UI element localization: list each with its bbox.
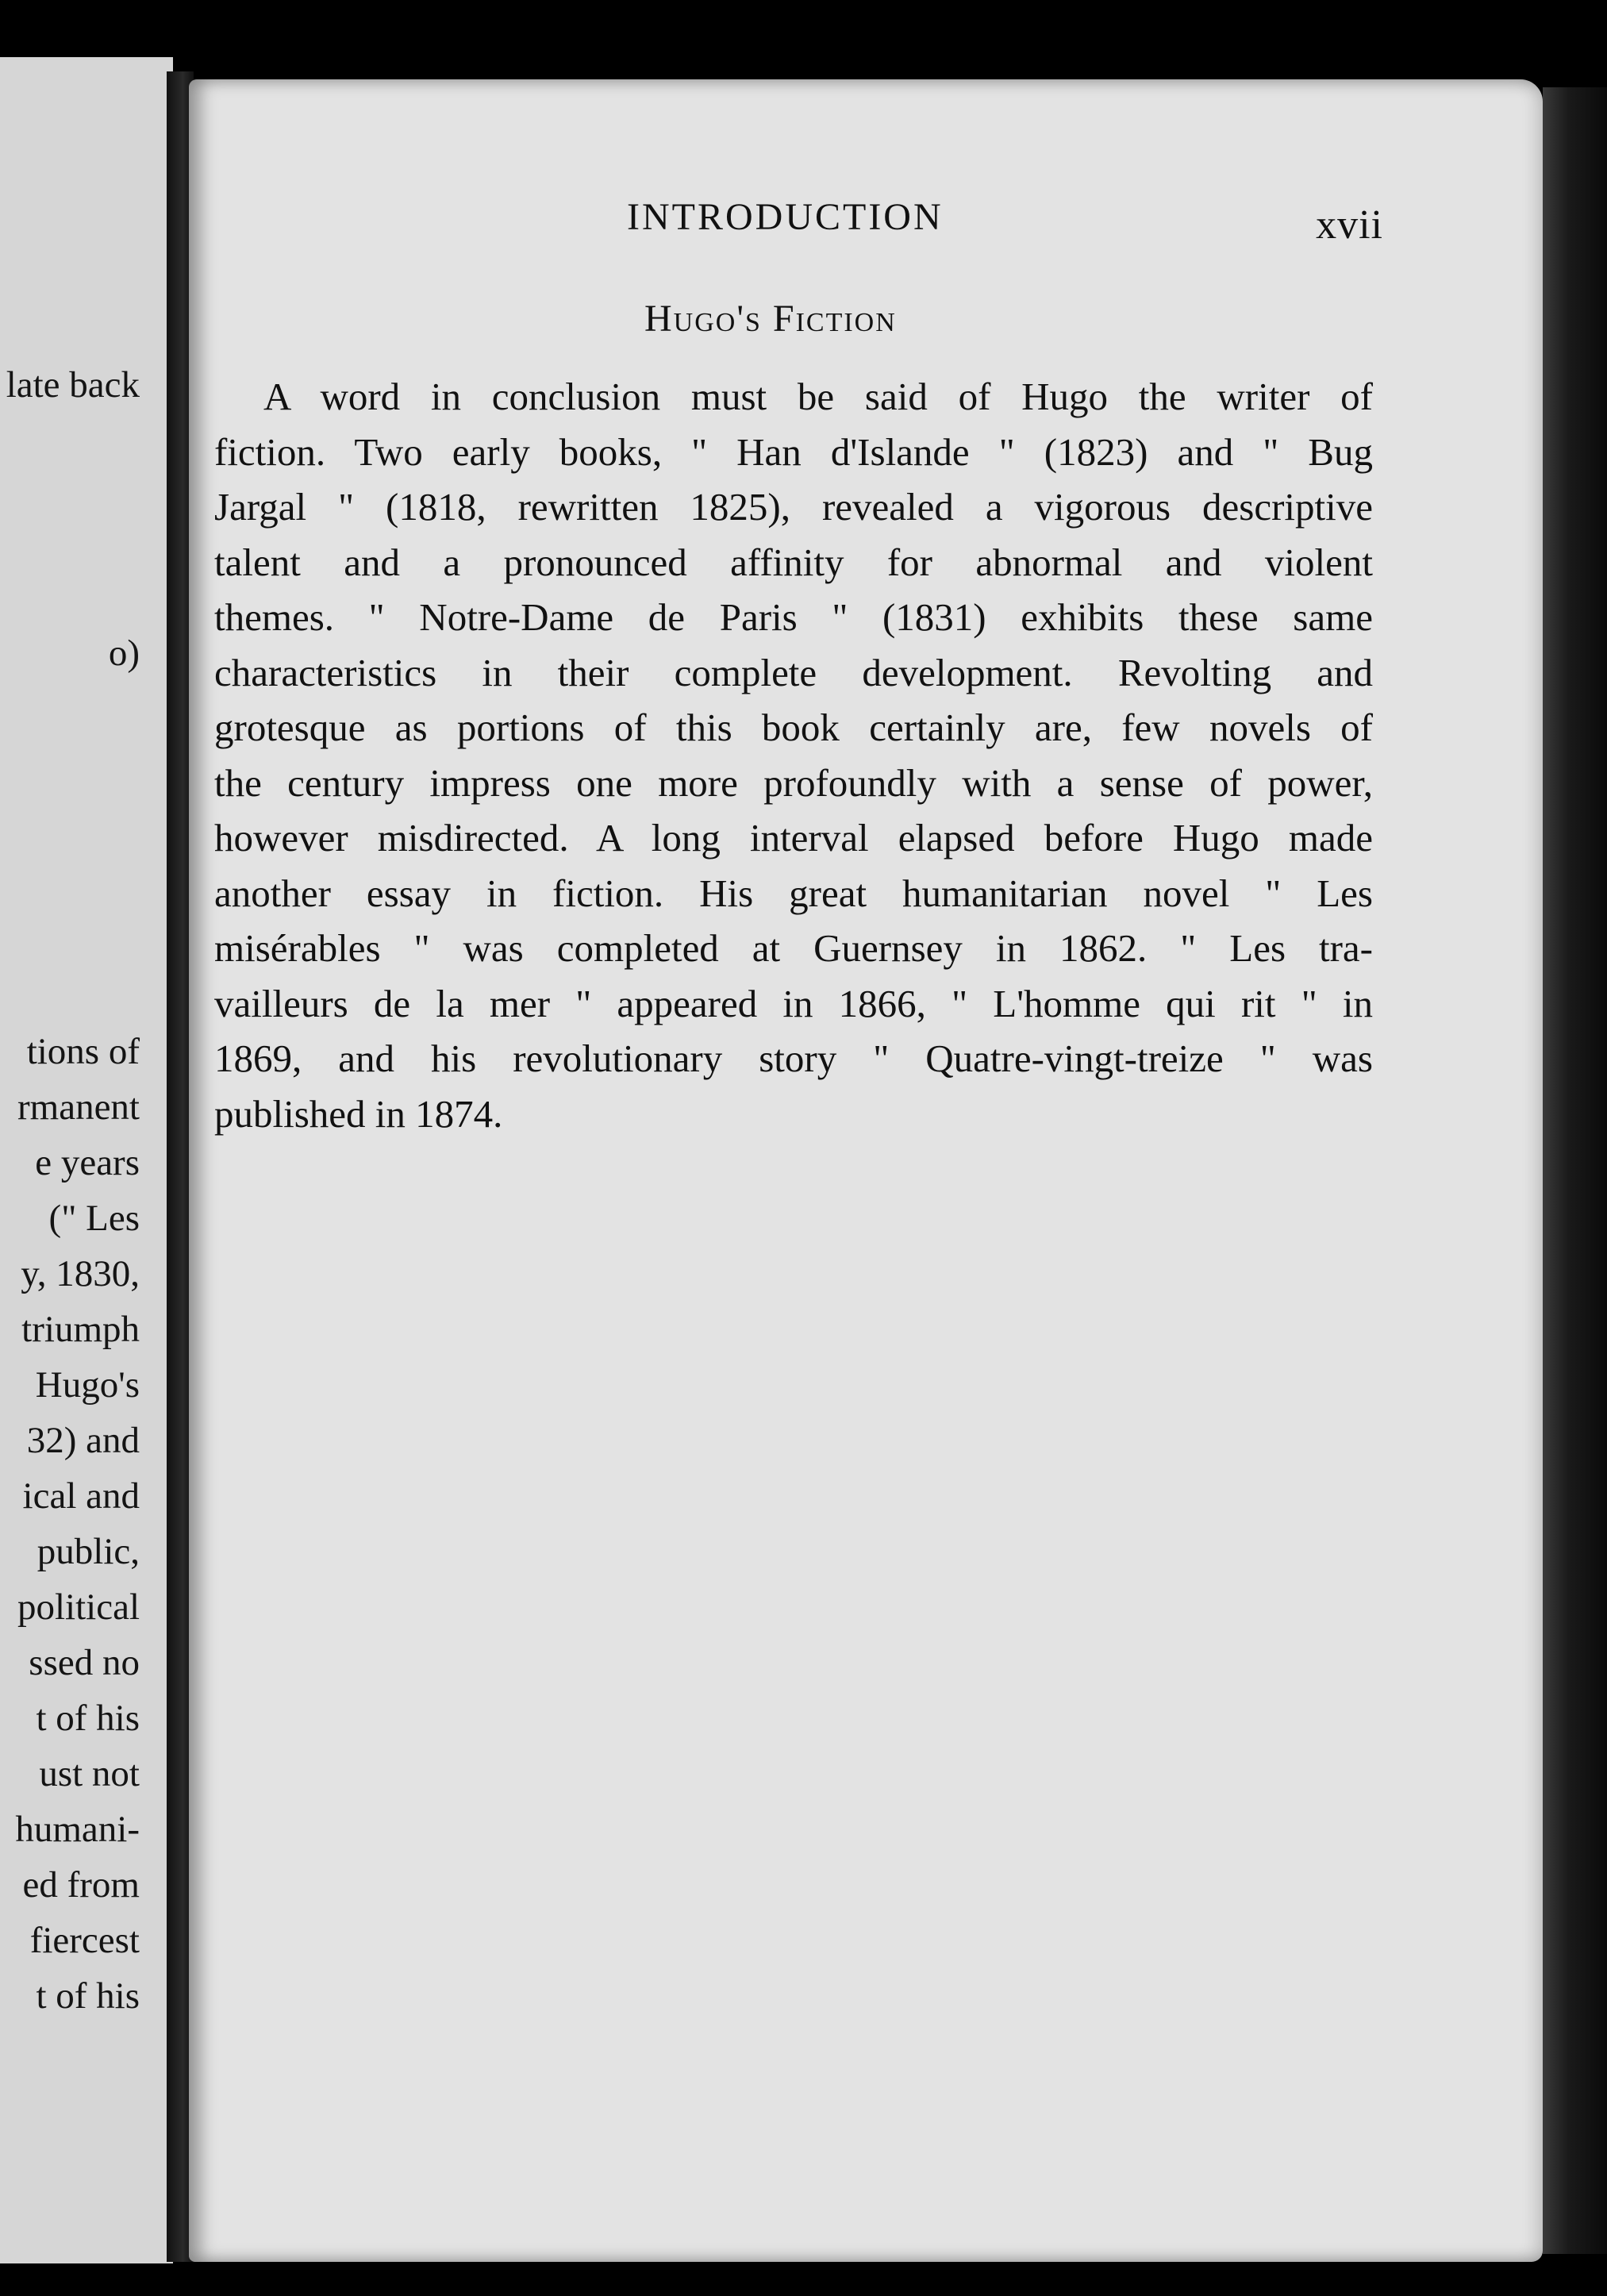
- left-page-fragment: rmanent: [17, 1086, 140, 1128]
- left-page-fragment: late back: [6, 364, 140, 406]
- text-line: published in 1874.: [214, 1091, 503, 1136]
- left-page-fragment: y, 1830,: [21, 1253, 140, 1294]
- page-edge-shadow: [1543, 87, 1607, 2254]
- left-page-fragment: political: [17, 1586, 140, 1628]
- section-title: Hugo's Fiction: [644, 298, 897, 340]
- text-line: however misdirected. A long interval elapsed before Hugo made: [214, 816, 1373, 860]
- text-line: grotesque as portions of this book certainly are, few novels of: [214, 706, 1373, 749]
- text-line: themes. " Notre-Dame de Paris " (1831) exhibits these same: [214, 595, 1373, 639]
- text-line: A word in conclusion must be said of Hugo the writer of: [263, 375, 1373, 418]
- left-page-fragment: e years: [35, 1142, 140, 1183]
- text-line: characteristics in their complete development. Revolting and: [214, 650, 1373, 694]
- left-page-fragment: Hugo's: [35, 1364, 140, 1406]
- text-line: 1869, and his revolutionary story " Quatre-vingt-treize " was: [214, 1036, 1373, 1080]
- left-page-fragment: (" Les: [48, 1198, 140, 1239]
- text-line: vailleurs de la mer " appeared in 1866, " L'homme qui rit " in: [214, 981, 1373, 1025]
- left-page-fragment: public,: [37, 1531, 140, 1572]
- left-page-fragment: ssed no: [29, 1642, 140, 1683]
- left-page-fragment: 32) and: [26, 1420, 140, 1461]
- left-page-fragment: ical and: [22, 1475, 140, 1517]
- left-page-fragment: triumph: [21, 1309, 140, 1350]
- text-line: talent and a pronounced affinity for abnormal and violent: [214, 540, 1373, 584]
- text-line: Jargal " (1818, rewritten 1825), revealed a vigorous descriptive: [214, 485, 1373, 529]
- left-page-fragment: humani-: [15, 1809, 140, 1850]
- text-line: another essay in fiction. His great humanitarian novel " Les: [214, 871, 1373, 915]
- text-line: fiction. Two early books, " Han d'Islande " (1823) and " Bug: [214, 429, 1373, 474]
- left-page-fragment: fiercest: [29, 1920, 140, 1961]
- text-line: the century impress one more profoundly with a sense of power,: [214, 760, 1373, 805]
- left-page-fragment: o): [108, 633, 140, 674]
- body-paragraph: [214, 369, 1373, 1141]
- left-page-fragment: t of his: [36, 1698, 140, 1739]
- left-page-fragment: tions of: [26, 1031, 140, 1072]
- text-line: misérables " was completed at Guernsey in 1862. " Les tra-: [214, 926, 1373, 970]
- left-page-fragment: ust not: [39, 1753, 140, 1794]
- left-page-fragment: t of his: [36, 1975, 140, 2017]
- left-facing-page: [0, 57, 173, 2263]
- page-number: xvii: [1316, 202, 1383, 248]
- left-page-fragment: ed from: [22, 1864, 140, 1906]
- running-head: INTRODUCTION: [627, 196, 944, 238]
